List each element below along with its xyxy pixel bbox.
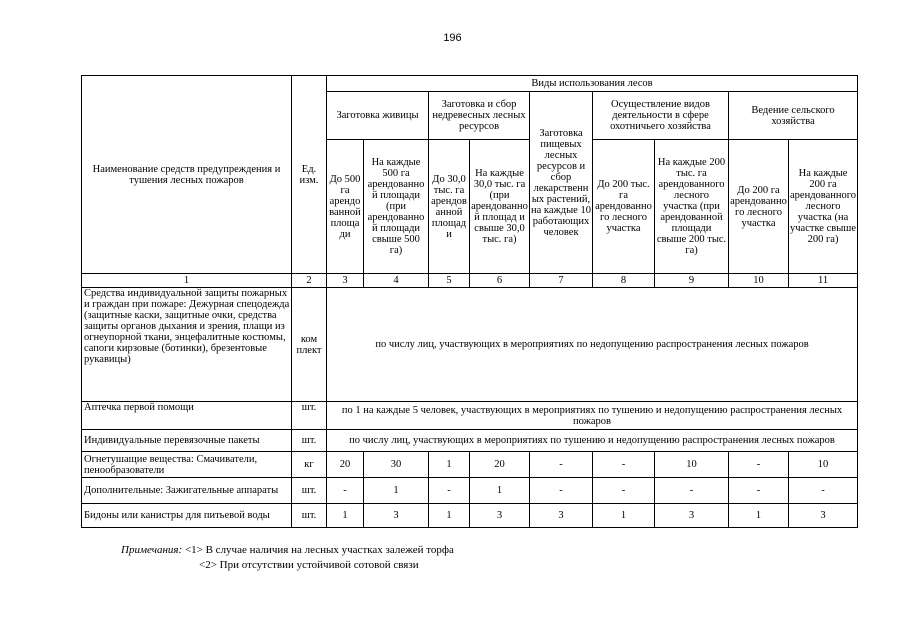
row-cell: - (593, 478, 655, 504)
row-name: Аптечка первой помощи (82, 402, 292, 430)
row-cell: 1 (429, 452, 470, 478)
header-unit: Ед. изм. (292, 76, 327, 274)
row-unit: шт. (292, 478, 327, 504)
page-number: 196 (443, 32, 462, 44)
row-cell: 30 (364, 452, 429, 478)
note-line-2 (121, 558, 454, 573)
note-text-1: <1> В случае наличия на лесных участках залежей торфа (184, 544, 454, 556)
row-cell: 1 (364, 478, 429, 504)
header-group-agriculture: Ведение сельского хозяйства (729, 92, 858, 140)
table-row (82, 452, 858, 478)
row-cell: 1 (327, 504, 364, 528)
column-number-row (82, 274, 858, 288)
row-cell: 3 (470, 504, 530, 528)
col-num: 7 (530, 274, 593, 288)
col-num: 5 (429, 274, 470, 288)
row-merged-value: по 1 на каждые 5 человек, участвующих в мероприятиях по тушению и недопущению распространения лесных пожаров (327, 402, 858, 430)
row-name: Индивидуальные перевязочные пакеты (82, 430, 292, 452)
notes (121, 543, 454, 573)
header-group-nonwood: Заготовка и сбор недревесных лесных ресурсов (429, 92, 530, 140)
note-line-1 (121, 543, 454, 558)
row-unit: ком плект (292, 288, 327, 402)
header-sub-8: До 200 тыс. га арендованного лесного участка (593, 140, 655, 274)
header-name: Наименование средств предупреждения и тушения лесных пожаров (82, 76, 292, 274)
col-num: 4 (364, 274, 429, 288)
row-cell: - (593, 452, 655, 478)
table-row (82, 504, 858, 528)
row-unit: шт. (292, 504, 327, 528)
header-sub-4: На каждые 500 га арендованной площади (при арендованной площади свыше 500 га) (364, 140, 429, 274)
col-num: 11 (789, 274, 858, 288)
row-cell: - (530, 478, 593, 504)
note-text-2: <2> При отсутствии устойчивой сотовой связи (199, 559, 419, 571)
header-sub-11: На каждые 200 га арендованного лесного участка (на участке свыше 200 га) (789, 140, 858, 274)
row-unit: шт. (292, 430, 327, 452)
col-num: 2 (292, 274, 327, 288)
row-cell: 3 (655, 504, 729, 528)
row-name: Средства индивидуальной защиты пожарных и граждан при пожаре: Дежурная спецодежда (защитные каски, защитные очки, средства защиты органов дыхания и зрения, плащи из огнеупорной ткани, энцефалитные костюмы, сапоги кирзовые (ботинки), брезентовые рукавицы) (82, 288, 292, 402)
row-cell: 20 (470, 452, 530, 478)
row-cell: 1 (429, 504, 470, 528)
row-cell: - (729, 452, 789, 478)
header-group-hunting: Осуществление видов деятельности в сфере охотничьего хозяйства (593, 92, 729, 140)
row-cell: - (530, 452, 593, 478)
col-num: 9 (655, 274, 729, 288)
row-cell: 20 (327, 452, 364, 478)
row-cell: 3 (530, 504, 593, 528)
row-merged-value: по числу лиц, участвующих в мероприятиях по тушению и недопущению распространения лесных пожаров (327, 430, 858, 452)
row-cell: 3 (364, 504, 429, 528)
row-cell: - (729, 478, 789, 504)
col-num: 10 (729, 274, 789, 288)
row-name: Дополнительные: Зажигательные аппараты (82, 478, 292, 504)
table-row (82, 402, 858, 430)
fire-equipment-table (81, 75, 858, 528)
col-num: 6 (470, 274, 530, 288)
row-cell: - (789, 478, 858, 504)
row-cell: - (655, 478, 729, 504)
header-group-title: Виды использования лесов (327, 76, 858, 92)
row-cell: - (429, 478, 470, 504)
row-cell: 10 (789, 452, 858, 478)
header-sub-9: На каждые 200 тыс. га арендованного лесного участка (при арендованной площади свыше 200 тыс. га) (655, 140, 729, 274)
col-num: 8 (593, 274, 655, 288)
header-group-food: Заготовка пищевых лесных ресурсов и сбор лекарственных растений, на каждые 10 работающих человек (530, 92, 593, 274)
row-cell: 1 (593, 504, 655, 528)
header-sub-5: До 30,0 тыс. га арендованной площади (429, 140, 470, 274)
row-cell: 10 (655, 452, 729, 478)
row-cell: 1 (729, 504, 789, 528)
header-group-resin: Заготовка живицы (327, 92, 429, 140)
col-num: 1 (82, 274, 292, 288)
header-sub-6: На каждые 30,0 тыс. га (при арендованной площад и свыше 30,0 тыс. га) (470, 140, 530, 274)
notes-label: Примечания: (121, 544, 183, 556)
row-name: Огнетушащие вещества: Смачиватели, пенообразователи (82, 452, 292, 478)
row-unit: шт. (292, 402, 327, 430)
table-row (82, 430, 858, 452)
row-cell: - (327, 478, 364, 504)
row-cell: 3 (789, 504, 858, 528)
col-num: 3 (327, 274, 364, 288)
row-name: Бидоны или канистры для питьевой воды (82, 504, 292, 528)
table-row (82, 288, 858, 402)
row-merged-value: по числу лиц, участвующих в мероприятиях по недопущению распространения лесных пожаров (327, 288, 858, 402)
table-row (82, 478, 858, 504)
header-sub-10: До 200 га арендованного лесного участка (729, 140, 789, 274)
row-cell: 1 (470, 478, 530, 504)
row-unit: кг (292, 452, 327, 478)
header-sub-3: До 500 га арендованной площади (327, 140, 364, 274)
